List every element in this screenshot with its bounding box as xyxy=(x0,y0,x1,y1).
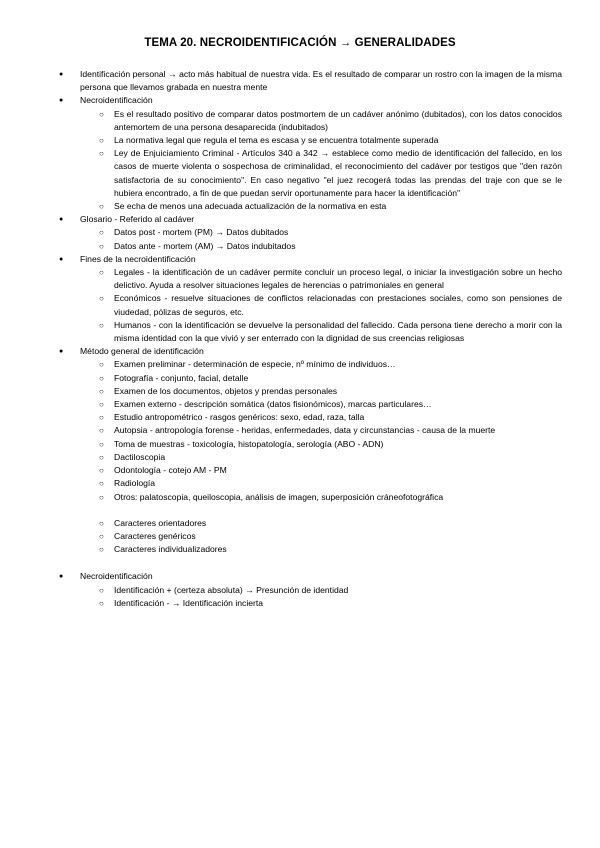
sub-list-item: ○ Humanos - con la identificación se devuelve la personalidad del fallecido. Cada persona tiene derecho a morir con la misma identidad con la que vivió y ser enterrado con la dignidad de sus creencias religiosas xyxy=(80,319,562,345)
main-bullet-list xyxy=(56,68,562,610)
spacer xyxy=(80,556,562,570)
sub-list-item: ○ Examen preliminar - determinación de especie, nº mínimo de individuos… xyxy=(80,358,562,371)
page-title: TEMA 20. NECROIDENTIFICACIÓN → GENERALIDADES xyxy=(144,37,456,49)
document-body xyxy=(56,68,562,610)
list-item-metodo xyxy=(56,345,562,570)
sub-list-item: ○ Caracteres genéricos xyxy=(80,530,562,543)
sub-list-item: ○ La normativa legal que regula el tema es escasa y se encuentra totalmente superada xyxy=(80,134,562,147)
sub-list-item: ○ Examen de los documentos, objetos y prendas personales xyxy=(80,385,562,398)
section-label: Fines de la necroidentificación xyxy=(80,253,196,264)
list-item-necroidentificacion xyxy=(56,94,562,213)
sub-list-item: ○ Fotografía - conjunto, facial, detalle xyxy=(80,372,562,385)
sub-list-caracteres xyxy=(80,517,562,557)
sub-list-item: ○ Radiología xyxy=(80,477,562,490)
sub-list-item: ○ Dactiloscopia xyxy=(80,451,562,464)
sub-list xyxy=(80,108,562,214)
sub-list-item: ○ Estudio antropométrico - rasgos genéricos: sexo, edad, raza, talla xyxy=(80,411,562,424)
list-item-identificacion-personal: ● Identificación personal → acto más habitual de nuestra vida. Es el resultado de comparar un rostro con la imagen de la misma persona que llevamos grabada en nuestra mente xyxy=(56,68,562,94)
sub-list-item: ○ Identificación + (certeza absoluta) → Presunción de identidad xyxy=(80,584,562,597)
section-label: Glosario - Referido al cadáver xyxy=(80,214,195,225)
sub-list-item: ○ Datos post - mortem (PM) → Datos dubitados xyxy=(80,226,562,239)
sub-list-item: ○ Odontología - cotejo AM - PM xyxy=(80,464,562,477)
sub-list-item: ○ Caracteres orientadores xyxy=(80,517,562,530)
sub-list-item: ○ Datos ante - mortem (AM) → Datos indubitados xyxy=(80,240,562,253)
sub-list xyxy=(80,266,562,345)
sub-list-item: ○ Toma de muestras - toxicología, histopatología, serología (ABO - ADN) xyxy=(80,438,562,451)
sub-list-item: ○ Se echa de menos una adecuada actualización de la normativa en esta xyxy=(80,200,562,213)
section-label: Necroidentificación xyxy=(80,95,153,106)
section-label: Método general de identificación xyxy=(80,346,204,357)
sub-list-item: ○ Es el resultado positivo de comparar datos postmortem de un cadáver anónimo (dubitados), con los datos conocidos antemortem de una persona desaparecida (indubitados) xyxy=(80,108,562,134)
sub-list xyxy=(80,226,562,252)
sub-list-item: ○ Económicos - resuelve situaciones de conflictos relacionadas con prestaciones sociales, como son pensiones de viudedad, pólizas de seguros, etc. xyxy=(80,292,562,318)
sub-list-item: ○ Autopsia - antropología forense - heridas, enfermedades, data y circunstancias - causa de la muerte xyxy=(80,424,562,437)
sub-list-item: ○ Legales - la identificación de un cadáver permite concluir un proceso legal, o iniciar la investigación sobre un hecho delictivo. Ayuda a resolver situaciones legales de herencias o patrimoniales en general xyxy=(80,266,562,292)
section-label: Necroidentificación xyxy=(80,571,153,582)
sub-list xyxy=(80,358,562,503)
sub-list-item: ○ Examen externo - descripción somática (datos fisionómicos), marcas particulares… xyxy=(80,398,562,411)
sub-list-item: ○ Identificación - → Identificación incierta xyxy=(80,597,562,610)
list-item-necroidentificacion-2 xyxy=(56,570,562,610)
spacer xyxy=(80,504,562,517)
sub-list xyxy=(80,584,562,610)
sub-list-item: ○ Ley de Enjuiciamiento Criminal - Artículos 340 a 342 → establece como medio de identificación del fallecido, en los casos de muerte violenta o sospechosa de criminalidad, el reconocimiento del cadáver por testigos que "den razón satisfactoria de su conocimiento". En caso negativo "el juez recogerá todas las prendas del traje con que se le hubiera encontrado, a fin de que puedan servir oportunamente para hacer la identificación" xyxy=(80,147,562,200)
sub-list-item: ○ Caracteres individualizadores xyxy=(80,543,562,556)
list-item-fines xyxy=(56,253,562,345)
list-item-glosario xyxy=(56,213,562,253)
sub-list-item: ○ Otros: palatoscopia, queiloscopia, análisis de imagen, superposición cráneofotográfica xyxy=(80,491,562,504)
